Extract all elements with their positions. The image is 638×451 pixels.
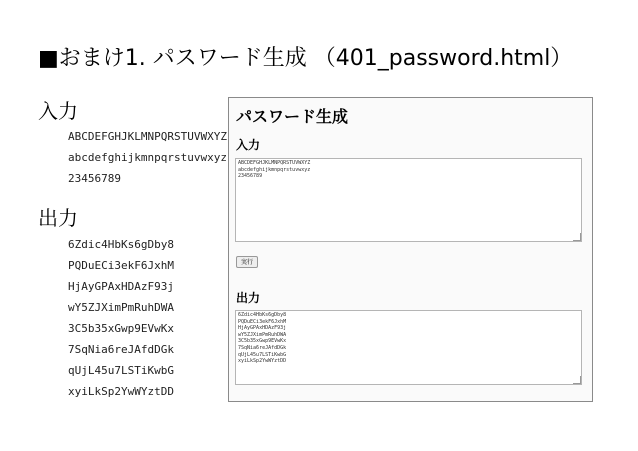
- output-line: 6Zdic4HbKs6gDby8: [68, 238, 174, 251]
- output-line: PQDuECi3ekF6JxhM: [68, 259, 174, 272]
- input-line: ABCDEFGHJKLMNPQRSTUVWXYZ: [68, 130, 227, 143]
- output-line: xyiLkSp2YwWYztDD: [68, 385, 174, 398]
- app-screenshot: [228, 97, 593, 402]
- output-line: wY5ZJXimPmRuhDWA: [68, 301, 174, 314]
- input-line: abcdefghijkmnpqrstuvwxyz: [68, 151, 227, 164]
- output-lines: [68, 234, 174, 402]
- input-lines: [68, 126, 227, 189]
- run-button[interactable]: 実行: [236, 256, 258, 268]
- app-output-label: 出力: [236, 291, 261, 305]
- output-line: 3C5b35xGwp9EVwKx: [68, 322, 174, 335]
- app-output-textarea[interactable]: [235, 310, 582, 385]
- output-line: qUjL45u7LSTiKwbG: [68, 364, 174, 377]
- output-line: HjAyGPAxHDAzF93j: [68, 280, 174, 293]
- slide-title: ■おまけ1. パスワード生成 （401_password.html）: [38, 46, 573, 71]
- app-input-textarea[interactable]: [235, 158, 582, 242]
- resize-grip-icon[interactable]: [573, 233, 581, 241]
- output-heading: 出力: [38, 206, 78, 230]
- app-title: パスワード生成: [236, 107, 349, 126]
- resize-grip-icon[interactable]: [573, 376, 581, 384]
- output-line: 7SqNia6reJAfdDGk: [68, 343, 174, 356]
- input-line: 23456789: [68, 172, 121, 185]
- input-heading: 入力: [38, 99, 78, 123]
- app-input-label: 入力: [236, 138, 261, 152]
